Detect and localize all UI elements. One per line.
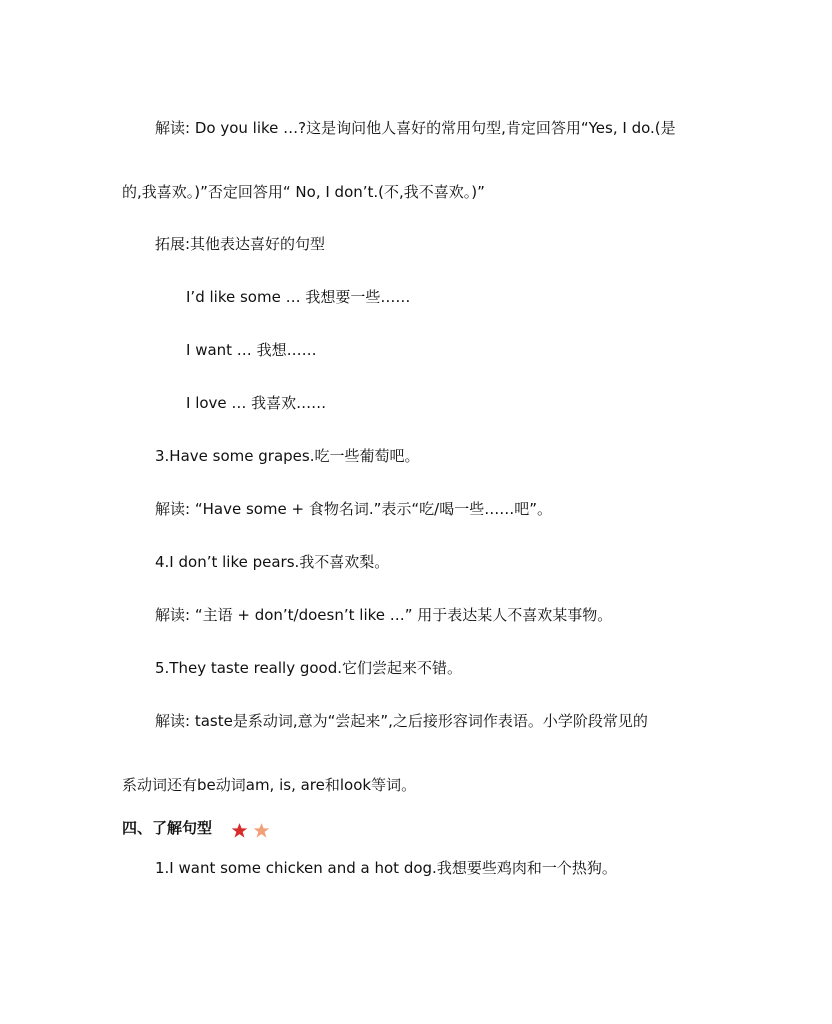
text-line-11: 5.They taste really good.它们尝起来不错。 — [155, 659, 463, 677]
text-line-9: 4.I don’t like pears.我不喜欢梨。 — [155, 553, 390, 571]
text-line-5: I want … 我想…… — [186, 341, 317, 359]
text-line-8: 解读: “Have some + 食物名词.”表示“吃/喝一些……吧”。 — [155, 500, 553, 518]
star-half-icon — [253, 822, 270, 839]
section-heading-text: 四、了解句型 — [122, 819, 213, 837]
section-heading — [122, 818, 270, 840]
text-line-12: 解读: taste是系动词,意为“尝起来”,之后接形容词作表语。小学阶段常见的 — [155, 712, 648, 730]
text-line-7: 3.Have some grapes.吃一些葡萄吧。 — [155, 447, 420, 465]
text-line-13: 系动词还有be动词am, is, are和look等词。 — [122, 776, 417, 794]
star-full-icon — [231, 822, 248, 839]
text-line-2: 的,我喜欢。)”否定回答用“ No, I don’t.(不,我不喜欢。)” — [122, 183, 485, 201]
text-line-6: I love … 我喜欢…… — [186, 394, 327, 412]
text-line-4: I’d like some … 我想要一些…… — [186, 288, 411, 306]
text-line-10: 解读: “主语 + don’t/doesn’t like …” 用于表达某人不喜欢某事物。 — [155, 606, 613, 624]
text-line-1: 解读: Do you like …?这是询问他人喜好的常用句型,肯定回答用“Yes, I do.(是 — [155, 119, 676, 137]
text-line-14: 1.I want some chicken and a hot dog.我想要些鸡肉和一个热狗。 — [155, 859, 617, 877]
text-line-3: 拓展:其他表达喜好的句型 — [155, 235, 326, 253]
rating-stars — [231, 820, 270, 840]
